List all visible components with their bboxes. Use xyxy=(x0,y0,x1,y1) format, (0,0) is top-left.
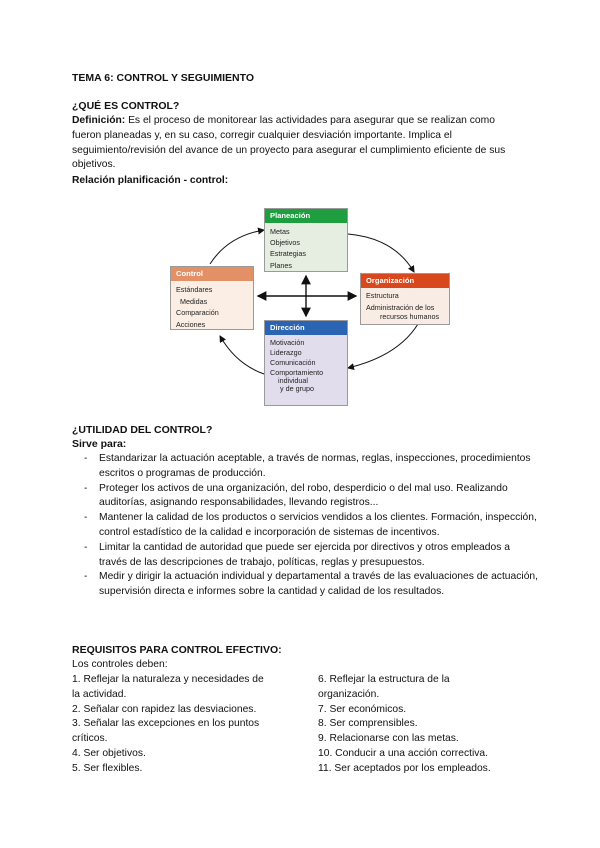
list-item: - Estandarizar la actuación aceptable, a través de normas, reglas, inspecciones, procedimientos escritos o programas de producción. xyxy=(84,453,531,479)
arrow-planeacion-to-organizacion xyxy=(348,234,414,272)
list-item: 7. Ser económicos. xyxy=(318,703,407,715)
section-heading-requisitos: REQUISITOS PARA CONTROL EFECTIVO: xyxy=(72,644,282,656)
list-item: recursos humanos xyxy=(380,312,440,321)
definition-label: Definición: xyxy=(72,115,126,126)
list-item: y de grupo xyxy=(280,383,314,393)
box-control xyxy=(170,266,254,330)
list-item: Comunicación xyxy=(270,358,316,368)
definition-text: Es el proceso de monitorear las actividades para asegurar que se realizan como fueron planeadas y, en su caso, corregir cualquier desviación importante. Implica el seguimiento/revisión del avance de un proyecto para asegurar el cumplimiento eficiente de sus objetivos. xyxy=(72,115,506,171)
planning-control-diagram xyxy=(166,196,462,414)
bullet-marker: - xyxy=(84,482,88,494)
list-item: Liderazgo xyxy=(270,348,302,358)
list-item: Comparación xyxy=(176,308,219,317)
list-item: 4. Ser objetivos. xyxy=(72,747,146,759)
list-item: la actividad. xyxy=(72,688,127,700)
list-item: 3. Señalar las excepciones en los puntos xyxy=(72,718,260,730)
list-item: - Medir y dirigir la actuación individual y departamental a través de las evaluaciones de actuación, supervisión directa e informes sobre la cantidad y calidad de los resultados. xyxy=(84,571,539,598)
list-item: 1. Reflejar la naturaleza y necesidades de xyxy=(72,674,264,685)
box-direccion xyxy=(264,320,348,406)
bullet-marker: - xyxy=(84,541,88,553)
list-item: Comportamiento xyxy=(270,367,324,377)
list-item: 5. Ser flexibles. xyxy=(72,762,143,774)
requisitos-right-column xyxy=(318,673,491,777)
box-direccion-items xyxy=(265,335,347,396)
document-title: TEMA 6: CONTROL Y SEGUIMIENTO xyxy=(72,72,255,84)
list-item: Objetivos xyxy=(270,238,300,248)
list-item: Administración de los xyxy=(366,303,435,312)
list-item: 8. Ser comprensibles. xyxy=(318,718,418,730)
list-item: organización. xyxy=(318,688,380,700)
arrow-organizacion-to-direccion xyxy=(348,324,418,368)
box-planeacion-title: Planeación xyxy=(265,209,347,223)
list-item: 11. Ser aceptados por los empleados. xyxy=(318,762,491,774)
list-item: Estructura xyxy=(366,291,399,300)
list-item: Estrategias xyxy=(270,249,306,259)
list-item: Medidas xyxy=(180,296,208,306)
box-organizacion xyxy=(360,273,450,325)
box-direccion-title: Dirección xyxy=(265,321,347,335)
bullet-marker: - xyxy=(84,512,88,524)
list-item: Motivación xyxy=(270,338,305,347)
arrow-control-to-planeacion xyxy=(210,230,264,264)
box-control-title: Control xyxy=(171,267,253,281)
relation-label: Relación planificación - control: xyxy=(72,175,229,186)
list-item: 2. Señalar con rapidez las desviaciones. xyxy=(72,703,257,715)
list-item: individual xyxy=(278,375,308,385)
definition-paragraph xyxy=(72,114,524,173)
list-item: Estándares xyxy=(176,285,213,294)
list-item: críticos. xyxy=(72,733,108,745)
list-item: Planes xyxy=(270,260,292,270)
list-item: Metas xyxy=(270,227,290,236)
box-control-items xyxy=(171,281,253,333)
requisitos-intro: Los controles deben: xyxy=(72,659,168,670)
utilidad-bullet-list xyxy=(72,452,539,600)
box-organizacion-title: Organización xyxy=(361,274,449,288)
list-item: 10. Conducir a una acción correctiva. xyxy=(318,747,488,759)
box-planeacion xyxy=(264,208,348,272)
box-planeacion-items xyxy=(265,223,347,274)
list-item: - Proteger los activos de una organización, del robo, desperdicio o del mal uso. Realizando auditorías, asignando responsabilidades, llevando registros... xyxy=(84,482,508,509)
section-heading-que-es-control: ¿QUÉ ES CONTROL? xyxy=(72,100,180,112)
list-item: 6. Reflejar la estructura de la xyxy=(318,674,450,685)
requisitos-left-column xyxy=(72,673,264,777)
bullet-marker: - xyxy=(84,453,88,464)
section-heading-utilidad: ¿UTILIDAD DEL CONTROL? xyxy=(72,424,213,436)
box-organizacion-items xyxy=(361,288,449,324)
list-item: Acciones xyxy=(176,319,206,329)
arrow-direccion-to-control xyxy=(220,336,264,374)
list-item: - Limitar la cantidad de autoridad que puede ser ejercida por directivos y otros empleados a través de las descripciones de trabajo, políticas, reglas y presupuestos. xyxy=(84,541,510,568)
list-item: 9. Relacionarse con las metas. xyxy=(318,733,459,745)
list-item: - Mantener la calidad de los productos o servicios vendidos a los clientes. Formación, inspección, control estadístico de la calidad e incorporación de sistemas de incentivos. xyxy=(84,512,537,538)
bullet-marker: - xyxy=(84,571,88,583)
sirve-para-label: Sirve para: xyxy=(72,438,127,450)
